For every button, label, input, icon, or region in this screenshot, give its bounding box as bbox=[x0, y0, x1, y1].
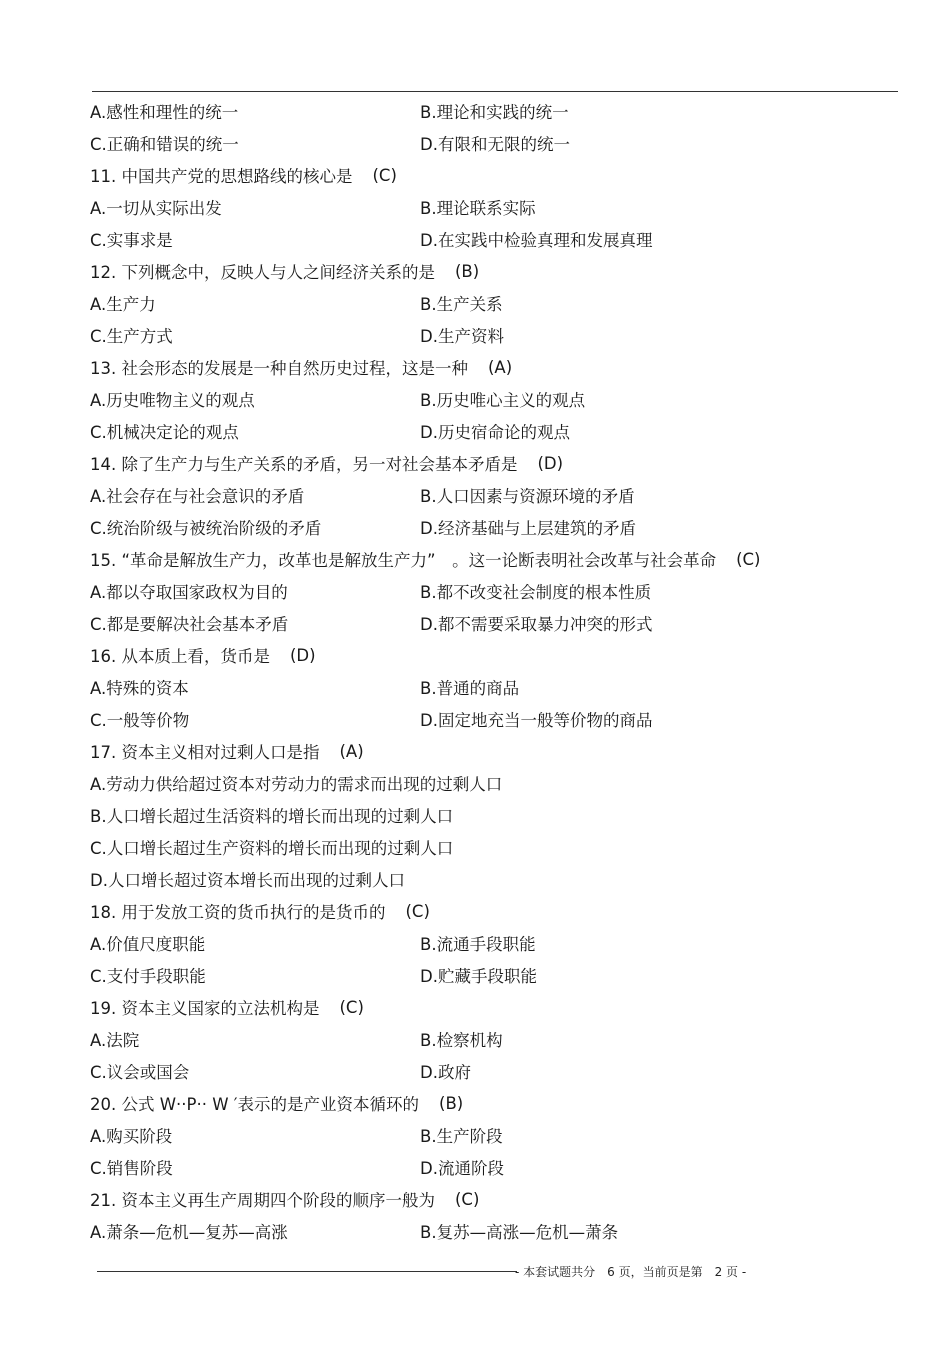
option-left: C.支付手段职能 bbox=[90, 967, 206, 986]
option-right: D.流通阶段 bbox=[420, 1159, 504, 1178]
answer-key: (C) bbox=[339, 997, 364, 1017]
answer-key: (D) bbox=[537, 453, 564, 473]
option-left: A.生产力 bbox=[90, 295, 156, 314]
question-row bbox=[90, 895, 890, 927]
option-right: D.历史宿命论的观点 bbox=[420, 423, 570, 442]
top-rule bbox=[92, 91, 898, 92]
option-row bbox=[90, 927, 890, 959]
option-right: D.在实践中检验真理和发展真理 bbox=[420, 231, 653, 250]
question-text: 16. 从本质上看，货币是 bbox=[90, 647, 270, 666]
option-left: A.感性和理性的统一 bbox=[90, 103, 239, 122]
question-row bbox=[90, 991, 890, 1023]
question-text: 17. 资本主义相对过剩人口是指 bbox=[90, 743, 320, 762]
option-row bbox=[90, 671, 890, 703]
option-left: A.都以夺取国家政权为目的 bbox=[90, 583, 288, 602]
option-left: A.购买阶段 bbox=[90, 1127, 173, 1146]
question-text: 11. 中国共产党的思想路线的核心是 bbox=[90, 167, 353, 186]
option-right: B.流通手段职能 bbox=[420, 935, 536, 954]
question-text: 19. 资本主义国家的立法机构是 bbox=[90, 999, 320, 1018]
option-row bbox=[90, 1055, 890, 1087]
option-row bbox=[90, 479, 890, 511]
option-row bbox=[90, 1215, 890, 1247]
option-left: A.社会存在与社会意识的矛盾 bbox=[90, 487, 305, 506]
question-row bbox=[90, 351, 890, 383]
option-row bbox=[90, 95, 890, 127]
option-row bbox=[90, 1151, 890, 1183]
option-right: D.有限和无限的统一 bbox=[420, 135, 570, 154]
option-left: A.价值尺度职能 bbox=[90, 935, 206, 954]
option-row bbox=[90, 415, 890, 447]
option-full: B.人口增长超过生活资料的增长而出现的过剩人口 bbox=[90, 807, 454, 826]
option-row-single bbox=[90, 767, 890, 799]
option-right: B.都不改变社会制度的根本性质 bbox=[420, 583, 652, 602]
page-footer: - 本套试题共分 6 页，当前页是第 2 页 - bbox=[515, 1265, 747, 1279]
question-row bbox=[90, 735, 890, 767]
answer-key: (B) bbox=[439, 1093, 464, 1113]
answer-key: (A) bbox=[339, 741, 364, 761]
option-full: A.劳动力供给超过资本对劳动力的需求而出现的过剩人口 bbox=[90, 775, 503, 794]
option-left: C.实事求是 bbox=[90, 231, 173, 250]
question-text: 15. “革命是解放生产力，改革也是解放生产力” 。这一论断表明社会改革与社会革命 bbox=[90, 551, 717, 570]
answer-key: (D) bbox=[290, 645, 316, 665]
option-full: C.人口增长超过生产资料的增长而出现的过剩人口 bbox=[90, 839, 454, 858]
option-right: D.贮藏手段职能 bbox=[420, 967, 537, 986]
answer-key: (A) bbox=[488, 357, 513, 377]
option-left: C.统治阶级与被统治阶级的矛盾 bbox=[90, 519, 322, 538]
option-right: D.固定地充当一般等价物的商品 bbox=[420, 711, 653, 730]
option-left: A.特殊的资本 bbox=[90, 679, 189, 698]
option-right: B.普通的商品 bbox=[420, 679, 520, 698]
option-right: D.政府 bbox=[420, 1063, 471, 1082]
question-text: 21. 资本主义再生产周期四个阶段的顺序一般为 bbox=[90, 1191, 435, 1210]
question-row bbox=[90, 1087, 890, 1119]
option-left: C.销售阶段 bbox=[90, 1159, 173, 1178]
option-left: A.法院 bbox=[90, 1031, 140, 1050]
answer-key: (B) bbox=[455, 261, 480, 281]
option-row-single bbox=[90, 863, 890, 895]
question-row bbox=[90, 255, 890, 287]
option-right: B.理论和实践的统一 bbox=[420, 103, 569, 122]
question-text: 18. 用于发放工资的货币执行的是货币的 bbox=[90, 903, 386, 922]
option-row bbox=[90, 223, 890, 255]
option-left: C.正确和错误的统一 bbox=[90, 135, 239, 154]
option-row bbox=[90, 287, 890, 319]
option-row-single bbox=[90, 831, 890, 863]
option-right: D.经济基础与上层建筑的矛盾 bbox=[420, 519, 636, 538]
option-left: A.萧条—危机—复苏—高涨 bbox=[90, 1223, 288, 1242]
option-row bbox=[90, 319, 890, 351]
option-row bbox=[90, 1023, 890, 1055]
answer-key: (C) bbox=[455, 1189, 480, 1209]
answer-key: (C) bbox=[405, 901, 430, 921]
question-text: 20. 公式 W··P·· W ′表示的是产业资本循环的 bbox=[90, 1095, 420, 1114]
exam-content bbox=[90, 95, 890, 1247]
question-row bbox=[90, 1183, 890, 1215]
option-row bbox=[90, 127, 890, 159]
question-row bbox=[90, 639, 890, 671]
option-row bbox=[90, 191, 890, 223]
option-left: C.议会或国会 bbox=[90, 1063, 190, 1082]
option-row bbox=[90, 383, 890, 415]
option-row bbox=[90, 1119, 890, 1151]
question-text: 13. 社会形态的发展是一种自然历史过程，这是一种 bbox=[90, 359, 468, 378]
option-left: C.都是要解决社会基本矛盾 bbox=[90, 615, 289, 634]
answer-key: (C) bbox=[736, 549, 761, 569]
question-text: 12. 下列概念中，反映人与人之间经济关系的是 bbox=[90, 263, 435, 282]
option-row bbox=[90, 703, 890, 735]
option-left: A.一切从实际出发 bbox=[90, 199, 222, 218]
option-right: B.理论联系实际 bbox=[420, 199, 536, 218]
footer-rule bbox=[97, 1271, 517, 1272]
option-row bbox=[90, 511, 890, 543]
option-left: C.一般等价物 bbox=[90, 711, 190, 730]
option-right: B.人口因素与资源环境的矛盾 bbox=[420, 487, 635, 506]
option-right: B.生产关系 bbox=[420, 295, 503, 314]
question-row bbox=[90, 447, 890, 479]
option-left: C.生产方式 bbox=[90, 327, 173, 346]
option-right: D.都不需要采取暴力冲突的形式 bbox=[420, 615, 653, 634]
question-text: 14. 除了生产力与生产关系的矛盾，另一对社会基本矛盾是 bbox=[90, 455, 518, 474]
option-row bbox=[90, 575, 890, 607]
option-left: C.机械决定论的观点 bbox=[90, 423, 239, 442]
option-left: A.历史唯物主义的观点 bbox=[90, 391, 255, 410]
option-row-single bbox=[90, 799, 890, 831]
option-right: D.生产资料 bbox=[420, 327, 504, 346]
question-row bbox=[90, 543, 890, 575]
option-full: D.人口增长超过资本增长而出现的过剩人口 bbox=[90, 871, 405, 890]
question-row bbox=[90, 159, 890, 191]
option-right: B.检察机构 bbox=[420, 1031, 503, 1050]
option-right: B.生产阶段 bbox=[420, 1127, 503, 1146]
option-right: B.复苏—高涨—危机—萧条 bbox=[420, 1223, 619, 1242]
option-row bbox=[90, 959, 890, 991]
option-row bbox=[90, 607, 890, 639]
answer-key: (C) bbox=[372, 165, 397, 185]
option-right: B.历史唯心主义的观点 bbox=[420, 391, 586, 410]
